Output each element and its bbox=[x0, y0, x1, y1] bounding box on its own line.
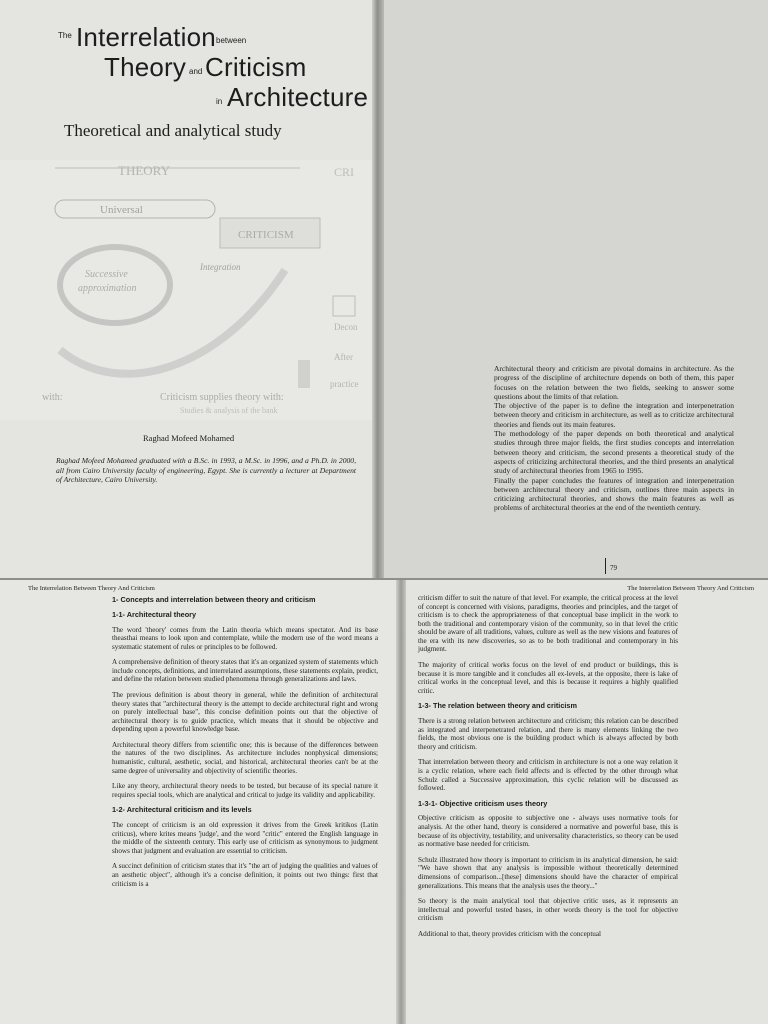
section-heading-1-2: 1-2- Architectural criticism and its levels bbox=[112, 805, 252, 815]
section-heading-1-3: 1-3- The relation between theory and criticism bbox=[418, 701, 577, 711]
left-p1: The word 'theory' comes from the Latin theoria which means spectator. And its base theasthai means to look upon and contemplate, while the modern use of the word means a systematic statement of rules or principles to be followed. bbox=[112, 625, 378, 651]
title-between: between bbox=[216, 36, 247, 45]
title-interrelation: Interrelation bbox=[76, 22, 216, 52]
right-p1: criticism differ to suit the nature of that level. For example, the critical process at the level of concept is concerned with visions, paradigms, theories and principles, and the target of criticism is to check the appropriateness of that conceptual base implicit in the work to both the traditional and contemporary vision of the community, so in that level the critic should be aware of all traditions, values, culture as well as the new visions and features of the era with its new discoveries, so as to be both traditional and contemporary in his judgment. bbox=[418, 594, 678, 654]
top-gutter bbox=[372, 0, 384, 580]
left-p3: The previous definition is about theory in general, while the definition of architectural theory states that "architectural theory is the attempt to decide architectural right and wrong on purely intellectual base", this concise definition points out that the objective of architectural theory is to guide practice, which means that it should be objective and depending upon a powerful knowledge base. bbox=[112, 690, 378, 734]
bottom-gutter bbox=[396, 580, 406, 1024]
diagram-study-label: Studies & analysis of the bank bbox=[180, 406, 278, 415]
page-number: 79 bbox=[610, 564, 617, 572]
diagram-integration-label: Integration bbox=[200, 262, 241, 272]
right-p3: There is a strong relation between architecture and criticism; this relation can be described as integrated and interpenetrated relation, and there is many elements linking the two fields, the most obvious one is the building product which is always affected by both theory and criticism. bbox=[418, 717, 678, 751]
title-criticism: Criticism bbox=[205, 52, 307, 82]
left-p5: Like any theory, architectural theory needs to be tested, but because of its special nature it requires special tools, which are analytical and critical to judge its validity and applicability. bbox=[112, 782, 378, 799]
section-heading-1-1: 1-1- Architectural theory bbox=[112, 609, 197, 619]
diagram-with-label: with: bbox=[42, 392, 63, 403]
right-column bbox=[418, 594, 678, 945]
diagram-decon-label: Decon bbox=[334, 322, 358, 332]
right-p6: Schulz illustrated how theory is important to criticism in its analytical dimension, he said: "We have shown that any analysis is impossible without theoretically determined dimensions of comparison...[these] dimensions should have the character of empirical generalizations. This means that the analysis uses the theory..." bbox=[418, 855, 678, 890]
right-p4: That interrelation between theory and criticism in architecture is not a one way relation it is a cyclic relation, where each field affects and is effected by the other through what Schulz called a Successive approximation, this cyclic relation will be discussed as followed. bbox=[418, 758, 678, 793]
left-p2: A comprehensive definition of theory states that it's an organized system of statements which include concepts, definitions, and interrelated assumptions, these statements explain, predict, and define the relation between studied phenomena through generalizations and laws. bbox=[112, 658, 378, 684]
running-head-right: The Interrelation Between Theory And Criticism bbox=[627, 585, 754, 592]
right-p7: So theory is the main analytical tool that objective critic uses, as it represents an intellectual and powerful tested bases, in other words theory is the tool for objective criticism bbox=[418, 897, 678, 923]
abstract-p4: Finally the paper concludes the features of integration and interpenetration between architectural theory and criticism, outlines three main aspects in criticizing architectural theories, and shows the main features as well as problems of architectural theories at the end of the twentieth century. bbox=[494, 475, 734, 513]
right-p2: The majority of critical works focus on the level of end product or buildings, this is because it is more tangible and it concludes all ex-levels, at the opposite, there is lake of critical works in the conceptual level, and this is because it requires a highly qualified critic. bbox=[418, 661, 678, 695]
right-p5: Objective criticism as opposite to subjective one - always uses normative tools for analysis. At the other hand, theory is considered a normative and powerful base, this is because of its objectivity, testability, and universality characteristics, so theory can be used as normative base needed for criticism. bbox=[418, 814, 678, 849]
left-p6: The concept of criticism is an old expression it drives from the Greek kritikos (Latin criticus), where krites means 'judge', and the word "critic" entered the English language in the middle of the sixteenth century. This early use of criticism as synonymous to judgment shows that judgment and evaluation are essential to criticism. bbox=[112, 821, 378, 855]
title-in: in bbox=[216, 97, 223, 106]
diagram-universal-label: Universal bbox=[100, 204, 143, 216]
left-p4: Architectural theory differs from scientific one; this is because of the differences between the natures of the two disciplines. As architecture includes nonphysical dimensions; humanistic, cultural, aesthetic, social, and historical, architectural theories can't be at the same degree of universality and objectivity of scientific theories. bbox=[112, 740, 378, 775]
diagram-cri-label: CRI bbox=[334, 165, 355, 179]
body-page-left bbox=[0, 580, 402, 1024]
diagram-criticism-label: CRITICISM bbox=[238, 229, 294, 241]
diagram-after-label: After bbox=[334, 352, 353, 362]
title-and: and bbox=[189, 67, 203, 76]
title-page bbox=[0, 0, 378, 580]
body-page-right bbox=[402, 580, 768, 1024]
abstract-p1: Architectural theory and criticism are pivotal domains in architecture. As the progress of the discipline of architecture depends on both of them, this paper focuses on the relation between the two fields, seeking to answer some questions about the limits of that relation. bbox=[494, 364, 734, 401]
diagram-supplies-label: Criticism supplies theory with: bbox=[160, 392, 284, 403]
subtitle: Theoretical and analytical study bbox=[64, 121, 282, 140]
abstract bbox=[494, 364, 734, 513]
running-head-left: The Interrelation Between Theory And Criticism bbox=[28, 585, 155, 592]
theory-criticism-diagram bbox=[0, 160, 378, 420]
right-p8: Additional to that, theory provides criticism with the conceptual bbox=[418, 929, 602, 938]
author-bio: Raghad Mofeed Mohamed graduated with a B.Sc. in 1993, a M.Sc. in 1996, and a Ph.D. in 2000, all from Cairo University faculty of engineering, Egypt. She is currently a lecturer at Department of Architecture, Cairo University. bbox=[56, 456, 356, 485]
abstract-page bbox=[378, 0, 768, 580]
section-heading-1: 1- Concepts and interrelation between theory and criticism bbox=[112, 595, 316, 604]
left-p7: A succinct definition of criticism states that it's "the art of judging the qualities and values of an aesthetic object", although it's a concise definition, it points out two things: first that criticism is a bbox=[112, 862, 378, 888]
title-theory: Theory bbox=[104, 52, 187, 82]
section-heading-1-3-1: 1-3-1- Objective criticism uses theory bbox=[418, 798, 548, 808]
diagram-successive-label: Successive bbox=[85, 269, 128, 280]
diagram-theory-label: THEORY bbox=[118, 163, 170, 178]
diagram-practice-label: practice bbox=[330, 379, 359, 389]
diagram-approximation-label: approximation bbox=[78, 283, 137, 294]
abstract-p3: The methodology of the paper depends on both theoretical and analytical studies through three major fields, the first studies concepts and interrelation between theory and criticism, the second presents a theoretical study of the aspects of criticizing architectural theories, and the third presents an analytical study of architectural theories from 1965 to 1995. bbox=[494, 429, 734, 476]
title-the: The bbox=[58, 31, 72, 40]
author-name: Raghad Mofeed Mohamed bbox=[143, 433, 235, 443]
left-column bbox=[112, 596, 378, 895]
abstract-p2: The objective of the paper is to define the integration and interpenetration between theory and criticism in architecture, as well as to criticize architectural theories and fiends out its main features. bbox=[494, 401, 734, 429]
title-architecture: Architecture bbox=[227, 82, 369, 112]
